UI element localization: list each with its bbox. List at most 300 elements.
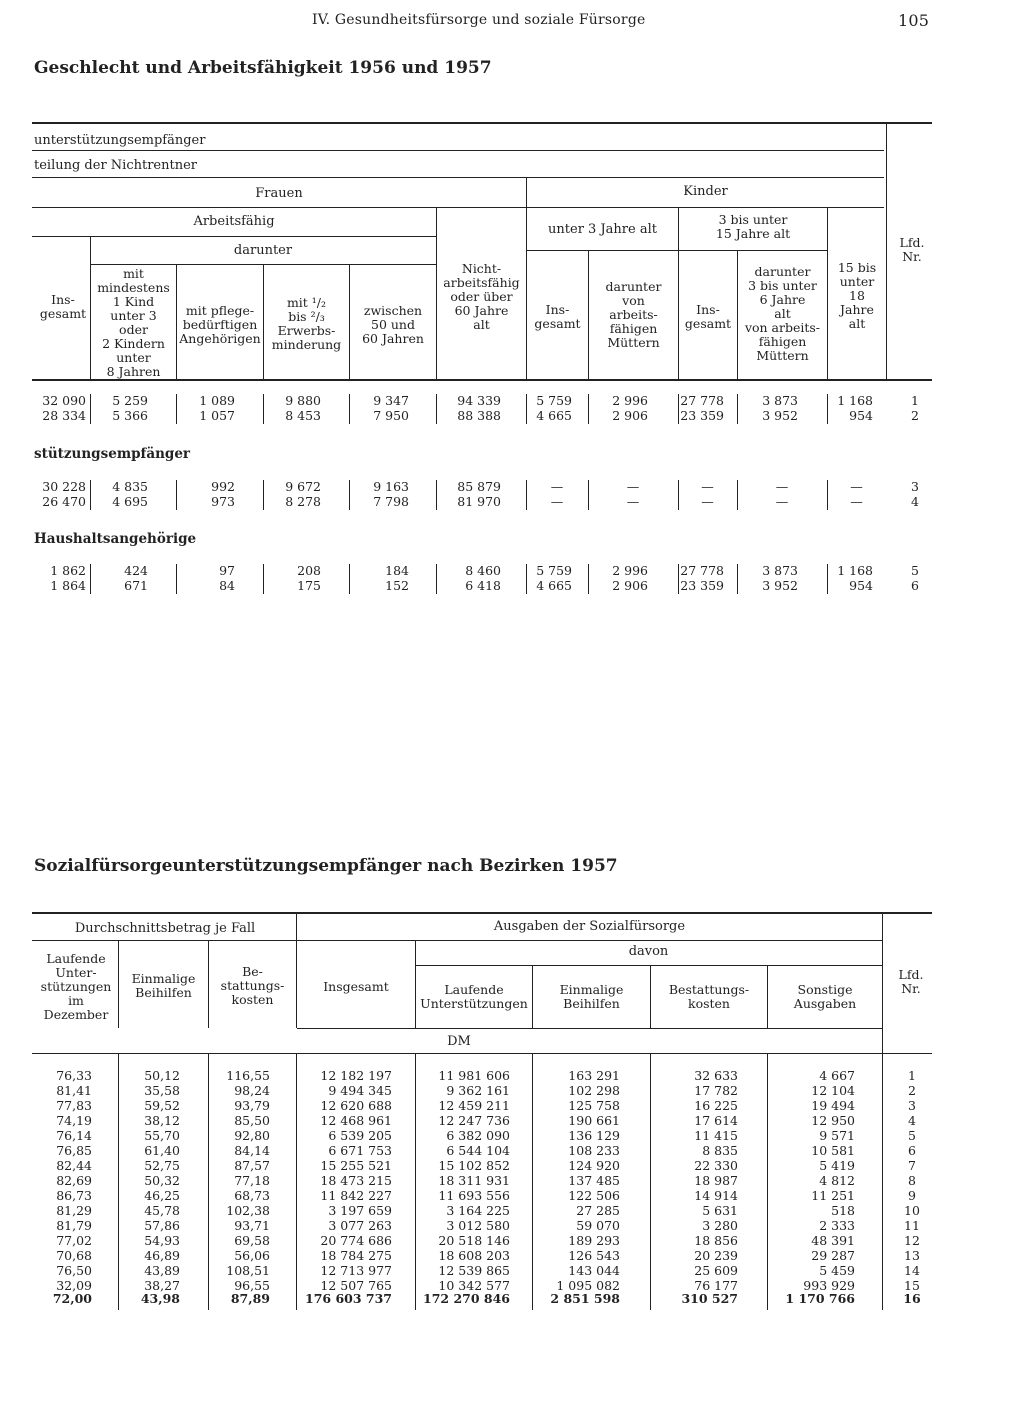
rule — [737, 480, 738, 510]
rule — [32, 236, 436, 237]
col-k-insgesamt: Ins- gesamt — [534, 302, 581, 331]
table2-cell: 76,14 — [56, 1128, 92, 1143]
rule — [588, 394, 589, 424]
table2-cell: 57,86 — [144, 1218, 180, 1233]
col-lfd: Lfd. Nr. — [898, 967, 924, 996]
table1-cell: 9 163 — [373, 479, 409, 494]
table1-cell: 1 057 — [199, 408, 235, 423]
table1-cell: 30 228 — [42, 479, 86, 494]
table2-cell: 52,75 — [144, 1158, 180, 1173]
rule — [296, 1054, 297, 1310]
table2-cell: 163 291 — [568, 1068, 620, 1083]
col-mit-pflege: mit pflege- bedürftigen Angehörigen — [179, 303, 261, 346]
table1-cell: 5 366 — [112, 408, 148, 423]
col-insgesamt: Insgesamt — [323, 979, 389, 994]
rule — [678, 564, 679, 594]
rule — [679, 250, 827, 251]
table1-cell: 5 — [911, 563, 919, 578]
rule — [349, 394, 350, 424]
table1-cell: 8 278 — [285, 494, 321, 509]
rule — [532, 1054, 533, 1310]
table2-cell: 81,41 — [56, 1083, 92, 1098]
table2-cell: 3 — [908, 1098, 916, 1113]
table2-cell: 137 485 — [568, 1173, 620, 1188]
table2-cell: 76 177 — [694, 1278, 738, 1293]
table1-cell: — — [550, 479, 564, 494]
table2-cell: 136 129 — [568, 1128, 620, 1143]
table2-cell: 17 782 — [694, 1083, 738, 1098]
table2-cell: 43,98 — [140, 1291, 180, 1306]
table2-cell: 69,58 — [234, 1233, 270, 1248]
rule — [527, 250, 678, 251]
table2-cell: 2 851 598 — [550, 1291, 620, 1306]
col-k2-insgesamt: Ins- gesamt — [684, 302, 732, 331]
rule — [32, 177, 884, 178]
table1-cell: 5 259 — [112, 393, 148, 408]
table2-cell: 6 — [908, 1143, 916, 1158]
kinder-header: Kinder — [683, 184, 728, 199]
table2-cell: 50,32 — [144, 1173, 180, 1188]
table2-cell: 32 633 — [694, 1068, 738, 1083]
rule — [297, 1028, 882, 1029]
table1-cell: — — [775, 479, 789, 494]
table1-cell: 3 873 — [762, 393, 798, 408]
table1-cell: 9 347 — [373, 393, 409, 408]
col-darunter-6: darunter 3 bis unter 6 Jahre alt von arbeits- fähigen Müttern — [744, 264, 821, 363]
table2-cell: 3 164 225 — [446, 1203, 510, 1218]
table2-cell: 22 330 — [694, 1158, 738, 1173]
rule — [176, 564, 177, 594]
table2-cell: 124 920 — [568, 1158, 620, 1173]
table2-cell: 76,85 — [56, 1143, 92, 1158]
table2-cell: 56,06 — [234, 1248, 270, 1263]
table2-cell: 54,93 — [144, 1233, 180, 1248]
table1-cell: 992 — [211, 479, 235, 494]
darunter-header: darunter — [233, 243, 293, 258]
table2-cell: 1 170 766 — [785, 1291, 855, 1306]
table1-cell: 6 418 — [465, 578, 501, 593]
frauen-header: Frauen — [255, 186, 303, 201]
table2-cell: 143 044 — [568, 1263, 620, 1278]
table2-cell: 96,55 — [234, 1278, 270, 1293]
rule — [263, 394, 264, 424]
table2-cell: 18 608 203 — [438, 1248, 510, 1263]
table1-cell: — — [701, 479, 714, 494]
table1-cell: 6 — [911, 578, 919, 593]
table2-cell: 50,12 — [144, 1068, 180, 1083]
table2-cell: 20 518 146 — [438, 1233, 510, 1248]
rule — [886, 122, 887, 380]
table2-cell: 12 539 865 — [438, 1263, 510, 1278]
table2-cell: 12 — [904, 1233, 920, 1248]
table2-cell: 19 494 — [811, 1098, 855, 1113]
table1-cell: 2 — [911, 408, 919, 423]
table2-cell: 81,29 — [56, 1203, 92, 1218]
table2-cell: 87,89 — [230, 1291, 270, 1306]
table2-cell: 16 225 — [694, 1098, 738, 1113]
rule — [678, 480, 679, 510]
table2-cell: 5 459 — [819, 1263, 855, 1278]
rule — [650, 1054, 651, 1310]
table2-cell: 5 631 — [702, 1203, 738, 1218]
col-bestattung: Be- stattungs- kosten — [220, 964, 285, 1007]
rule — [827, 564, 828, 594]
table1-cell: 424 — [124, 563, 148, 578]
table1-title: Geschlecht und Arbeitsfähigkeit 1956 und 1957 — [34, 58, 492, 78]
rule — [882, 1054, 883, 1310]
table1-cell: 1 168 — [837, 563, 873, 578]
col-einmalige: Einmalige Beihilfen — [131, 971, 196, 1000]
table2-cell: 43,89 — [144, 1263, 180, 1278]
table1-cell: 27 778 — [680, 563, 724, 578]
rule — [32, 379, 932, 381]
table1-cell: 94 339 — [457, 393, 501, 408]
table1-cell: 23 359 — [680, 408, 724, 423]
table2-cell: 93,71 — [234, 1218, 270, 1233]
col-mit-kind: mit mindestens 1 Kind unter 3 oder 2 Kindern unter 8 Jahren — [97, 266, 170, 379]
rule — [176, 394, 177, 424]
table2-cell: 20 774 686 — [320, 1233, 392, 1248]
table1-cell: 184 — [385, 563, 409, 578]
rule — [827, 394, 828, 424]
table2-cell: 12 950 — [811, 1113, 855, 1128]
rule — [588, 480, 589, 510]
table1-cell: 27 778 — [680, 393, 724, 408]
table1-cell: 23 359 — [680, 578, 724, 593]
table2-cell: 8 835 — [702, 1143, 738, 1158]
table1-line1: unterstützungsempfänger — [34, 133, 206, 148]
table1-cell: 175 — [297, 578, 321, 593]
col-nicht-arbeitsfaehig: Nicht- arbeitsfähig oder über 60 Jahre alt — [443, 261, 520, 332]
table2-cell: 18 311 931 — [438, 1173, 510, 1188]
dm-unit: DM — [447, 1034, 471, 1049]
table2-cell: 17 614 — [694, 1113, 738, 1128]
table2-cell: 3 012 580 — [446, 1218, 510, 1233]
table1-cell: 9 672 — [285, 479, 321, 494]
table1-cell: 8 460 — [465, 563, 501, 578]
col-sonstige: Sonstige Ausgaben — [793, 982, 857, 1011]
table2-cell: 518 — [831, 1203, 855, 1218]
table2-cell: 4 — [908, 1113, 916, 1128]
davon-header: davon — [628, 944, 669, 959]
rule — [176, 480, 177, 510]
table1-cell: 84 — [219, 578, 235, 593]
rule — [297, 940, 882, 941]
table2-cell: 14 — [904, 1263, 920, 1278]
table1-cell: 32 090 — [42, 393, 86, 408]
table2-cell: 55,70 — [144, 1128, 180, 1143]
table2-cell: 46,89 — [144, 1248, 180, 1263]
table2-cell: 27 285 — [576, 1203, 620, 1218]
table2-cell: 11 981 606 — [438, 1068, 510, 1083]
table2-cell: 6 382 090 — [446, 1128, 510, 1143]
table2-cell: 993 929 — [803, 1278, 855, 1293]
table2-cell: 126 543 — [568, 1248, 620, 1263]
table1-cell: 7 950 — [373, 408, 409, 423]
col-einm-bei: Einmalige Beihilfen — [559, 982, 624, 1011]
table2-cell: 9 571 — [819, 1128, 855, 1143]
table2-cell: 11 — [904, 1218, 920, 1233]
table2-cell: 310 527 — [681, 1291, 738, 1306]
col-lfd: Lfd. Nr. — [899, 235, 925, 264]
table1-cell: 9 880 — [285, 393, 321, 408]
durchschnitt-header: Durchschnittsbetrag je Fall — [74, 921, 256, 936]
table2-cell: 2 — [908, 1083, 916, 1098]
rule — [436, 480, 437, 510]
table2-cell: 15 102 852 — [438, 1158, 510, 1173]
table2-cell: 9 362 161 — [446, 1083, 510, 1098]
col-best-k: Bestattungs- kosten — [668, 982, 750, 1011]
rule — [737, 394, 738, 424]
rule — [32, 122, 932, 124]
table1-line2: teilung der Nichtrentner — [34, 158, 197, 173]
table2-title: Sozialfürsorgeunterstützungsempfänger nach Bezirken 1957 — [34, 856, 618, 876]
table2-cell: 6 539 205 — [328, 1128, 392, 1143]
table2-cell: 11 693 556 — [438, 1188, 510, 1203]
table2-cell: 72,00 — [52, 1291, 92, 1306]
table2-cell: 8 — [908, 1173, 916, 1188]
table1-cell: 7 798 — [373, 494, 409, 509]
table2-cell: 3 280 — [702, 1218, 738, 1233]
rule — [32, 912, 932, 914]
arbeitsfaehig-header: Arbeitsfähig — [193, 214, 275, 229]
rule — [208, 1054, 209, 1310]
table1-cell: 4 695 — [112, 494, 148, 509]
table1-cell: — — [550, 494, 564, 509]
table2-cell: 176 603 737 — [305, 1291, 392, 1306]
rule — [526, 178, 527, 380]
table2-cell: 98,24 — [234, 1083, 270, 1098]
table2-cell: 92,80 — [234, 1128, 270, 1143]
table1-cell: 8 453 — [285, 408, 321, 423]
table1-cell: 1 864 — [50, 578, 86, 593]
table2-cell: 3 077 263 — [328, 1218, 392, 1233]
table2-cell: 81,79 — [56, 1218, 92, 1233]
table2-cell: 16 — [903, 1291, 921, 1306]
rule — [90, 480, 91, 510]
table1-cell: 954 — [849, 408, 873, 423]
table1-cell: 3 — [911, 479, 919, 494]
rule — [767, 1054, 768, 1310]
table2-cell: 4 667 — [819, 1068, 855, 1083]
page-number: 105 — [898, 11, 930, 30]
rule — [90, 564, 91, 594]
table2-cell: 18 987 — [694, 1173, 738, 1188]
unter3-header: unter 3 Jahre alt — [548, 222, 657, 237]
table1-cell: 954 — [849, 578, 873, 593]
table2-cell: 14 914 — [694, 1188, 738, 1203]
table1-cell: — — [850, 479, 863, 494]
table2-cell: 61,40 — [144, 1143, 180, 1158]
table2-cell: 48 391 — [811, 1233, 855, 1248]
table2-cell: 15 — [904, 1278, 920, 1293]
table2-cell: 59 070 — [576, 1218, 620, 1233]
table2-cell: 15 255 521 — [320, 1158, 392, 1173]
table1-cell: — — [626, 494, 640, 509]
table2-cell: 12 620 688 — [320, 1098, 392, 1113]
table2-cell: 108,51 — [226, 1263, 270, 1278]
col-bis18: 15 bis unter 18 Jahre alt — [837, 260, 877, 331]
table2-cell: 12 247 736 — [438, 1113, 510, 1128]
table1-cell: 1 168 — [837, 393, 873, 408]
table2-cell: 82,44 — [56, 1158, 92, 1173]
rule — [415, 965, 882, 966]
col-zwischen: zwischen 50 und 60 Jahren — [362, 303, 424, 346]
rule — [349, 564, 350, 594]
running-head: IV. Gesundheitsfürsorge und soziale Fürsorge — [312, 12, 646, 28]
table2-cell: 13 — [904, 1248, 920, 1263]
ausgaben-header: Ausgaben der Sozialfürsorge — [493, 919, 686, 934]
table2-cell: 29 287 — [811, 1248, 855, 1263]
rule — [737, 564, 738, 594]
table2-cell: 190 661 — [568, 1113, 620, 1128]
table2-cell: 10 342 577 — [438, 1278, 510, 1293]
rule — [296, 914, 297, 1028]
table2-cell: 6 671 753 — [328, 1143, 392, 1158]
rule — [32, 1053, 932, 1054]
table2-cell: 189 293 — [568, 1233, 620, 1248]
table2-cell: 108 233 — [568, 1143, 620, 1158]
table1-cell: — — [626, 479, 640, 494]
table1-cell: 97 — [219, 563, 235, 578]
col-lauf-unt: Laufende Unterstützungen — [420, 982, 528, 1011]
rule — [882, 914, 883, 1054]
section-stuetzungsempfaenger: stützungsempfänger — [34, 446, 191, 462]
table1-cell: 28 334 — [42, 408, 86, 423]
section-haushaltsangehoerige: Haushaltsangehörige — [34, 531, 197, 547]
table2-cell: 12 182 197 — [320, 1068, 392, 1083]
rule — [526, 480, 527, 510]
table2-cell: 77,02 — [56, 1233, 92, 1248]
table2-cell: 85,50 — [234, 1113, 270, 1128]
table2-cell: 74,19 — [56, 1113, 92, 1128]
table2-cell: 59,52 — [144, 1098, 180, 1113]
table2-cell: 9 494 345 — [328, 1083, 392, 1098]
table2-cell: 45,78 — [144, 1203, 180, 1218]
table2-cell: 7 — [908, 1158, 916, 1173]
table1-cell: 4 — [911, 494, 919, 509]
bis15-header: 3 bis unter 15 Jahre alt — [715, 212, 791, 241]
table2-cell: 35,58 — [144, 1083, 180, 1098]
table1-cell: — — [701, 494, 714, 509]
table2-cell: 82,69 — [56, 1173, 92, 1188]
table2-cell: 1 — [908, 1068, 916, 1083]
table1-cell: 81 970 — [457, 494, 501, 509]
table2-cell: 18 473 215 — [320, 1173, 392, 1188]
table2-cell: 84,14 — [234, 1143, 270, 1158]
table1-cell: 2 906 — [612, 578, 648, 593]
table2-cell: 68,73 — [234, 1188, 270, 1203]
table1-cell: 671 — [124, 578, 148, 593]
table2-cell: 77,18 — [234, 1173, 270, 1188]
table2-cell: 86,73 — [56, 1188, 92, 1203]
table2-cell: 76,33 — [56, 1068, 92, 1083]
table2-cell: 5 419 — [819, 1158, 855, 1173]
rule — [349, 480, 350, 510]
col-insgesamt: Ins- gesamt — [39, 292, 87, 321]
table2-cell: 18 784 275 — [320, 1248, 392, 1263]
table2-cell: 5 — [908, 1128, 916, 1143]
table1-cell: 1 — [911, 393, 919, 408]
rule — [436, 564, 437, 594]
table1-cell: 1 862 — [50, 563, 86, 578]
table2-cell: 3 197 659 — [328, 1203, 392, 1218]
table2-cell: 12 468 961 — [320, 1113, 392, 1128]
col-erwerbsminderung: mit ¹/₂ bis ²/₃ Erwerbs- minderung — [271, 295, 342, 352]
table2-cell: 9 — [908, 1188, 916, 1203]
rule — [263, 564, 264, 594]
table1-cell: 3 952 — [762, 578, 798, 593]
table2-cell: 77,83 — [56, 1098, 92, 1113]
table2-cell: 46,25 — [144, 1188, 180, 1203]
col-darunter-muetter: darunter von arbeits- fähigen Müttern — [605, 279, 662, 350]
table2-cell: 70,68 — [56, 1248, 92, 1263]
table2-cell: 122 506 — [568, 1188, 620, 1203]
table1-cell: 4 835 — [112, 479, 148, 494]
table2-cell: 18 856 — [694, 1233, 738, 1248]
table1-cell: 3 952 — [762, 408, 798, 423]
table2-cell: 12 459 211 — [438, 1098, 510, 1113]
table2-cell: 2 333 — [819, 1218, 855, 1233]
table1-cell: — — [775, 494, 789, 509]
table2-cell: 11 251 — [811, 1188, 855, 1203]
table1-cell: 3 873 — [762, 563, 798, 578]
rule — [526, 394, 527, 424]
rule — [678, 394, 679, 424]
table2-cell: 38,12 — [144, 1113, 180, 1128]
table1-cell: 2 996 — [612, 563, 648, 578]
rule — [263, 480, 264, 510]
col-laufende: Laufende Unter- stützungen im Dezember — [40, 951, 112, 1022]
table2-cell: 172 270 846 — [423, 1291, 510, 1306]
table2-cell: 12 104 — [811, 1083, 855, 1098]
table1-cell: 2 996 — [612, 393, 648, 408]
table2-cell: 25 609 — [694, 1263, 738, 1278]
table2-cell: 87,57 — [234, 1158, 270, 1173]
table2-cell: 20 239 — [694, 1248, 738, 1263]
rule — [90, 394, 91, 424]
rule — [118, 1054, 119, 1310]
rule — [588, 564, 589, 594]
table2-cell: 102,38 — [226, 1203, 270, 1218]
table2-cell: 125 758 — [568, 1098, 620, 1113]
rule — [32, 207, 884, 208]
table2-cell: 4 812 — [819, 1173, 855, 1188]
rule — [436, 394, 437, 424]
table1-cell: 26 470 — [42, 494, 86, 509]
rule — [415, 1054, 416, 1310]
table1-cell: 85 879 — [457, 479, 501, 494]
table2-cell: 102 298 — [568, 1083, 620, 1098]
table2-cell: 116,55 — [226, 1068, 270, 1083]
table2-cell: 11 415 — [694, 1128, 738, 1143]
table2-cell: 6 544 104 — [446, 1143, 510, 1158]
table2-cell: 11 842 227 — [320, 1188, 392, 1203]
rule — [32, 940, 296, 941]
rule — [526, 564, 527, 594]
table2-cell: 32,09 — [56, 1278, 92, 1293]
table1-cell: 152 — [385, 578, 409, 593]
rule — [32, 150, 884, 151]
table1-cell: 4 665 — [536, 408, 572, 423]
table2-cell: 1 095 082 — [556, 1278, 620, 1293]
table1-cell: 973 — [211, 494, 235, 509]
table2-cell: 10 — [904, 1203, 920, 1218]
table2-cell: 76,50 — [56, 1263, 92, 1278]
table1-cell: 1 089 — [199, 393, 235, 408]
table2-cell: 93,79 — [234, 1098, 270, 1113]
table1-cell: 4 665 — [536, 578, 572, 593]
